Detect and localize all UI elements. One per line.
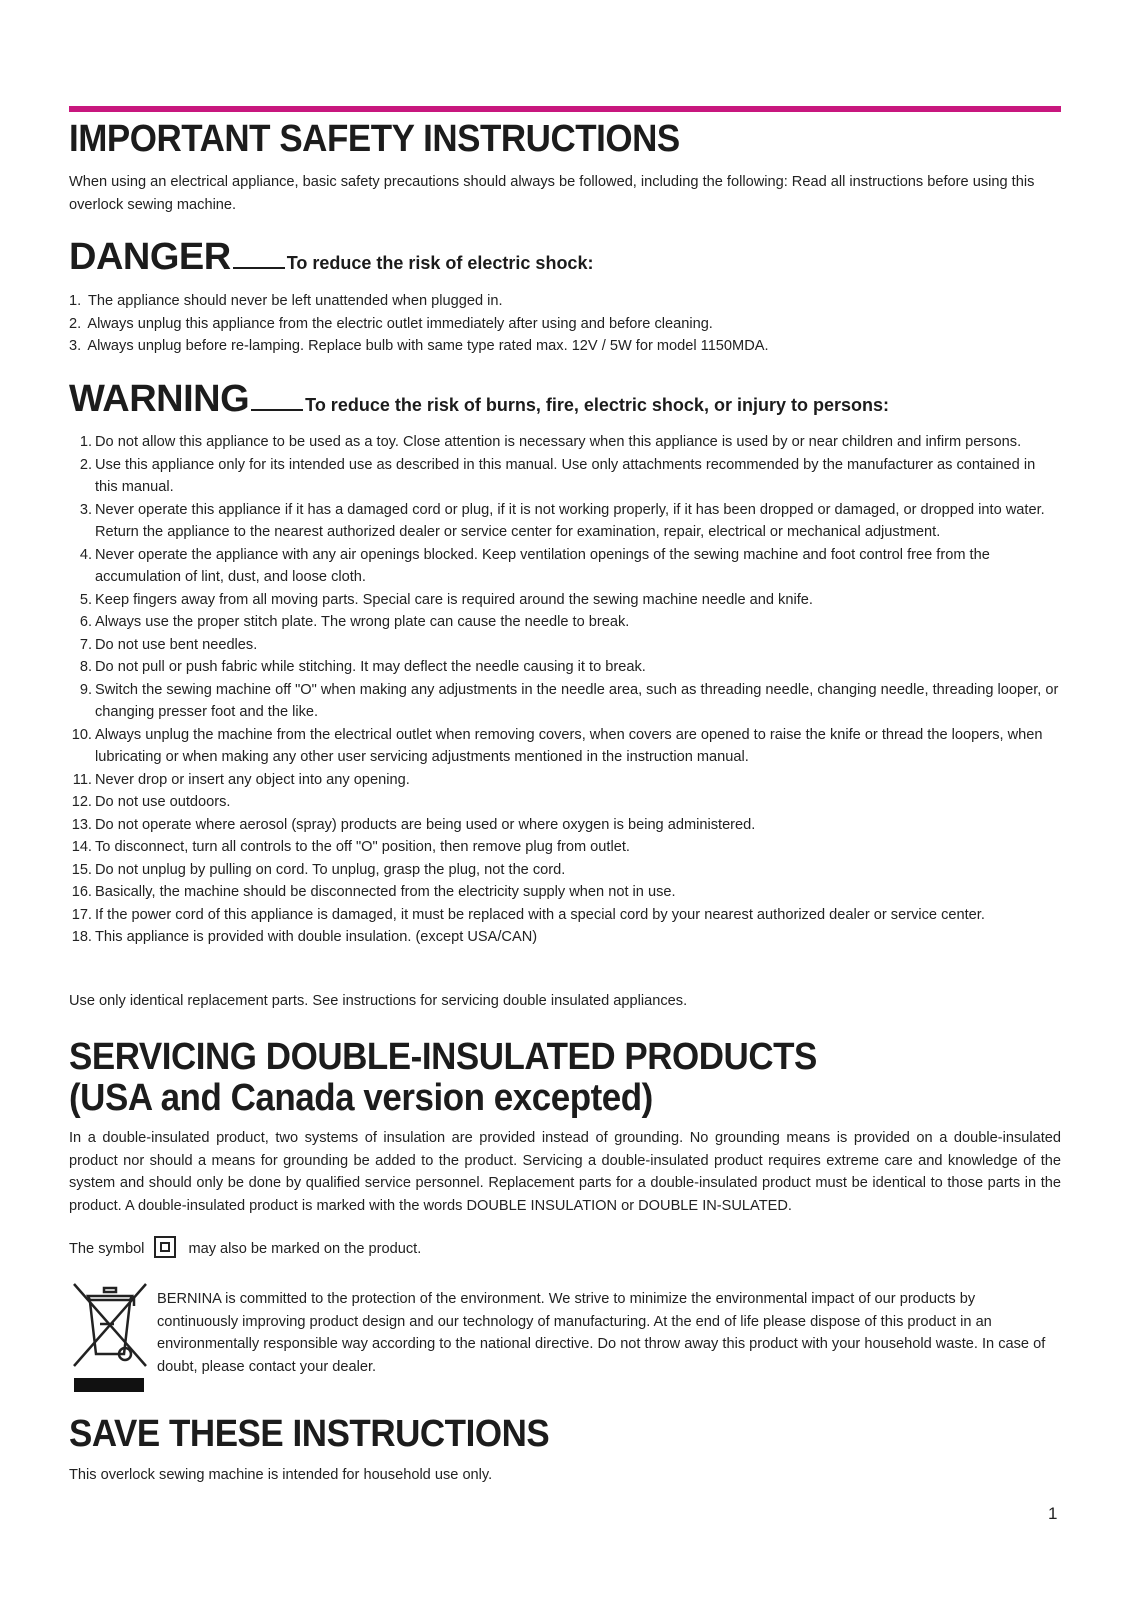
symbol-prefix: The symbol <box>69 1241 145 1257</box>
warning-heading <box>69 378 889 421</box>
intro-paragraph: When using an electrical appliance, basic safety precautions should always be followed, including the following: Read all instructions before using this overlock sewing machine. <box>69 174 1035 213</box>
warning-label: WARNING <box>69 378 250 420</box>
environment-paragraph: BERNINA is committed to the protection of the environment. We strive to minimize the environmental impact of our products by continuously improving product design and our technology of manufacturing. At the end of life please dispose of this product in an environmentally responsible way according to the national directive. Do not throw away this product with your household waste. In case of doubt, please contact your dealer. <box>157 1291 1046 1375</box>
danger-label: DANGER <box>69 236 231 278</box>
warning-subtitle: To reduce the risk of burns, fire, electric shock, or injury to persons: <box>305 395 889 415</box>
symbol-suffix: may also be marked on the product. <box>188 1241 422 1257</box>
list-item: 17. If the power cord of this appliance is damaged, it must be replaced with a special cord by your nearest authorized dealer or service center. <box>71 906 985 923</box>
list-item: 5. Keep fingers away from all moving parts. Special care is required around the sewing machine needle and knife. <box>79 591 813 608</box>
danger-heading <box>69 236 593 279</box>
replacement-parts-note: Use only identical replacement parts. See instructions for servicing double insulated appliances. <box>69 993 688 1009</box>
list-item: 13. Do not operate where aerosol (spray) products are being used or where oxygen is being administered. <box>71 816 756 833</box>
page-title: IMPORTANT SAFETY INSTRUCTIONS <box>69 118 680 160</box>
list-item: 14. To disconnect, turn all controls to the off "O" position, then remove plug from outlet. <box>71 839 630 855</box>
list-item: 1. Do not allow this appliance to be used as a toy. Close attention is necessary when this appliance is used by or near children and infirm persons. <box>79 434 1022 450</box>
list-item: 3. Never operate this appliance if it has a damaged cord or plug, if it is not working properly, if it has been dropped or damaged, or dropped into water. Return the appliance to the nearest authorized dealer or service center for examination, repair, electrical or mechanical adjustment. <box>79 501 1045 540</box>
list-item: 4. Never operate the appliance with any air openings blocked. Keep ventilation openings of the sewing machine and foot control free from the accumulation of lint, dust, and loose cloth. <box>79 546 990 585</box>
list-item: 8. Do not pull or push fabric while stitching. It may deflect the needle causing it to break. <box>79 659 646 675</box>
list-item: 2. Use this appliance only for its intended use as described in this manual. Use only attachments recommended by the manufacturer as contained in this manual. <box>79 456 1036 495</box>
list-item: 11. Never drop or insert any object into any opening. <box>72 771 410 788</box>
list-item: 18. This appliance is provided with double insulation. (except USA/CAN) <box>71 929 538 945</box>
list-item: 15. Do not unplug by pulling on cord. To unplug, grasp the plug, not the cord. <box>71 861 566 878</box>
save-title: SAVE THESE INSTRUCTIONS <box>69 1413 550 1455</box>
heading-underline <box>233 267 285 269</box>
danger-list <box>69 290 1061 358</box>
list-item: 6. Always use the proper stitch plate. The wrong plate can cause the needle to break. <box>79 614 630 630</box>
list-item: 1. The appliance should never be left unattended when plugged in. <box>69 293 503 309</box>
list-item: 7. Do not use bent needles. <box>79 636 258 653</box>
household-use-note: This overlock sewing machine is intended for household use only. <box>69 1467 493 1483</box>
crossed-out-wheelie-bin-icon <box>70 1282 150 1394</box>
symbol-line <box>69 1238 421 1260</box>
double-insulation-icon <box>154 1236 176 1258</box>
servicing-paragraph: In a double-insulated product, two systems of insulation are provided instead of grounding. No grounding means is provided on a double-insulated product nor should a means for grounding be added to the product. Servicing a double-insulated product requires extreme care and knowledge of the system and should only be done by qualified service personnel. Replacement parts for a double-insulated product must be identical to those parts in the product. A double-insulated product is marked with the words DOUBLE INSULATION or DOUBLE IN-SULATED. <box>69 1130 1061 1214</box>
list-item: 9. Switch the sewing machine off "O" when making any adjustments in the needle area, such as threading needle, changing needle, threading looper, or changing presser foot and the like. <box>79 681 1059 720</box>
list-item: 12. Do not use outdoors. <box>71 794 231 810</box>
list-item: 2. Always unplug this appliance from the electric outlet immediately after using and before cleaning. <box>69 315 713 332</box>
heading-underline <box>251 409 303 411</box>
servicing-title-line1: SERVICING DOUBLE-INSULATED PRODUCTS <box>69 1036 817 1078</box>
warning-list <box>69 431 1061 949</box>
servicing-title-line2: (USA and Canada version excepted) <box>69 1077 653 1119</box>
list-item: 10. Always unplug the machine from the electrical outlet when removing covers, when covers are opened to raise the knife or thread the loopers, when lubricating or when making any other user servicing adjustments mentioned in the instruction manual. <box>71 726 1043 765</box>
list-item: 3. Always unplug before re-lamping. Replace bulb with same type rated max. 12V / 5W for model 1150MDA. <box>69 338 769 354</box>
header-rule <box>69 106 1061 112</box>
page-number: 1 <box>1048 1504 1058 1523</box>
danger-subtitle: To reduce the risk of electric shock: <box>286 253 594 273</box>
list-item: 16. Basically, the machine should be disconnected from the electricity supply when not in use. <box>71 884 676 900</box>
